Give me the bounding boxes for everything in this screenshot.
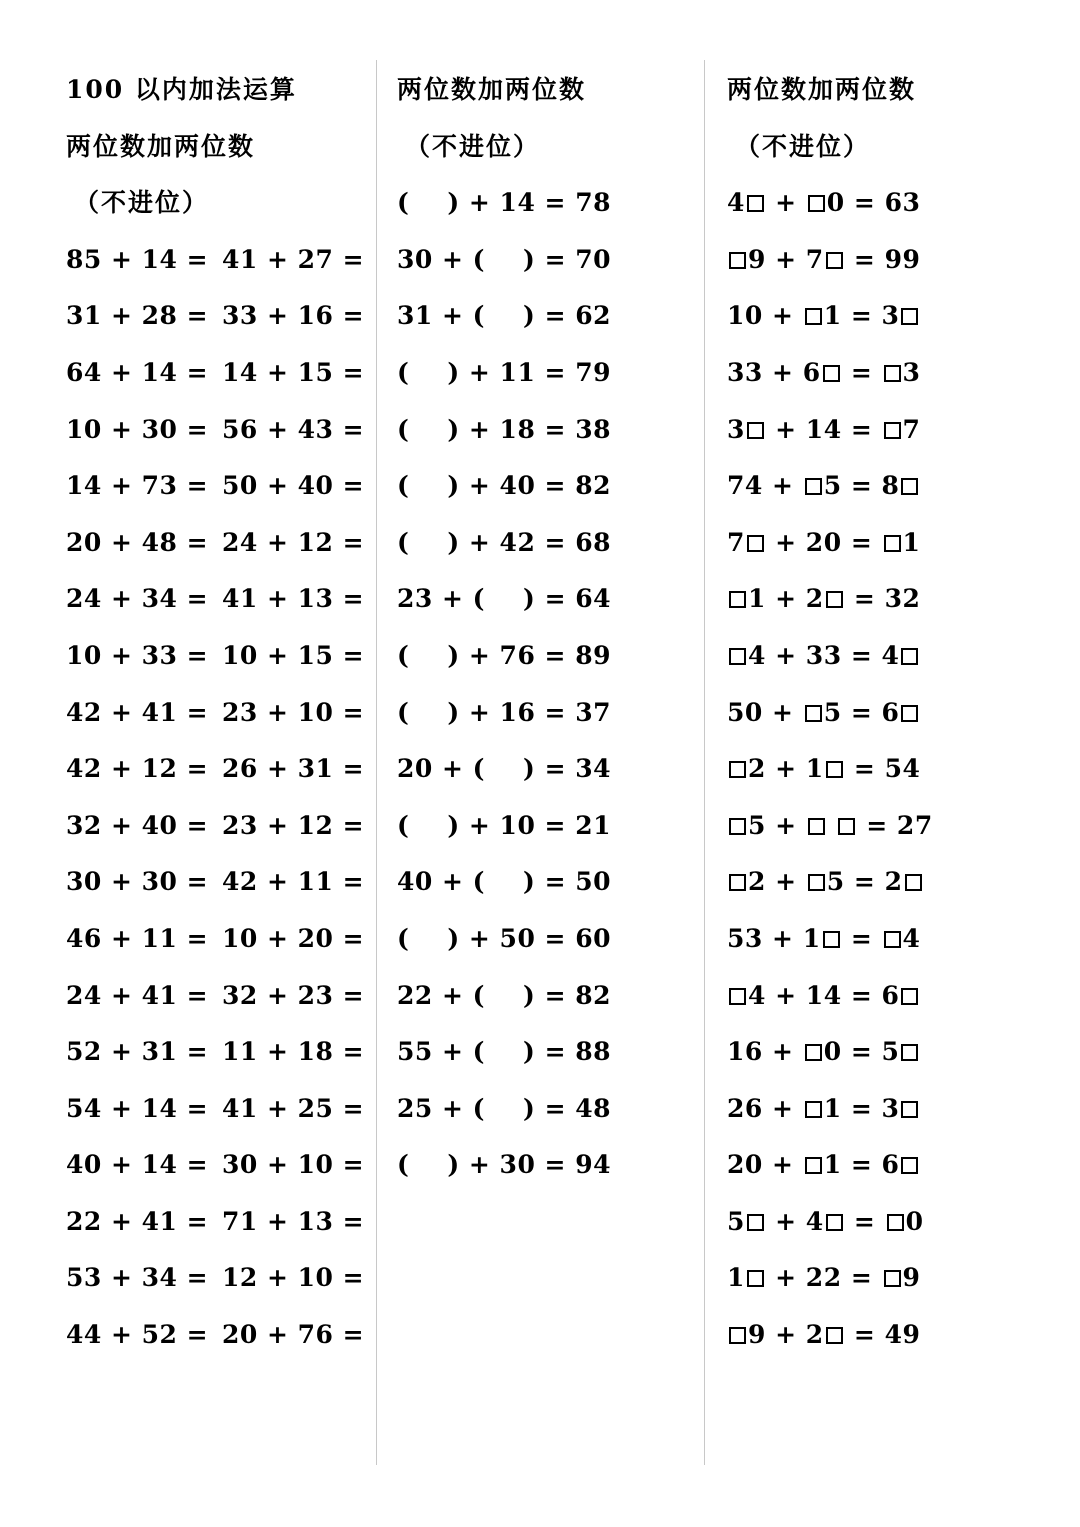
addition-problem: 10 + 30 = (66, 414, 209, 444)
paren-right: ) (447, 810, 460, 840)
addition-problem: 10 + 33 = (66, 640, 209, 670)
problem-prefix: 40 + (397, 867, 464, 897)
addition-problem: 46 + 11 = (66, 923, 209, 953)
problem-prefix: 31 + (397, 301, 464, 331)
answer-box[interactable] (747, 535, 764, 552)
answer-box[interactable] (884, 365, 901, 382)
addition-problem: 56 + 43 = (222, 414, 365, 444)
answer-box[interactable] (884, 1270, 901, 1287)
paren-right: ) (523, 867, 536, 897)
paren-left: ( (472, 980, 486, 1010)
answer-box[interactable] (823, 365, 840, 382)
fill-paren-problem (397, 626, 697, 683)
problem-prefix: 25 + (397, 1093, 464, 1123)
fill-paren-problem (397, 173, 697, 230)
addition-problem: 31 + 28 = (66, 301, 209, 331)
problem-row (66, 569, 366, 626)
answer-box[interactable] (887, 1214, 904, 1231)
answer-box[interactable] (901, 648, 918, 665)
fill-paren-problem (397, 286, 697, 343)
problem-suffix: + 16 = 37 (468, 697, 611, 727)
problem-suffix: = 50 (544, 867, 612, 897)
paren-left: ( (472, 1037, 486, 1067)
problem-row (66, 230, 366, 287)
problem-row (66, 796, 366, 853)
fill-paren-problem (397, 456, 697, 513)
addition-problem: 20 + 76 = (222, 1320, 365, 1350)
answer-box[interactable] (884, 535, 901, 552)
fill-box-problem: 74 + 5 = 8 (727, 456, 1035, 513)
problem-suffix: = 88 (544, 1037, 612, 1067)
problem-suffix: = 34 (544, 754, 612, 784)
answer-box[interactable] (805, 705, 822, 722)
addition-problem: 50 + 40 = (222, 471, 365, 501)
problem-row (66, 343, 366, 400)
paren-left: ( (397, 923, 410, 953)
answer-box[interactable] (826, 1327, 843, 1344)
addition-problem: 42 + 41 = (66, 697, 209, 727)
worksheet-title: 100 以内加法运算 (66, 75, 297, 104)
fill-box-problem: 53 + 1 = 4 (727, 923, 921, 953)
paren-right: ) (447, 471, 460, 501)
fill-box-problem: 2 + 1 = 54 (727, 739, 1035, 796)
problem-row (66, 1135, 366, 1192)
paren-right: ) (523, 1037, 536, 1067)
addition-problem: 52 + 31 = (66, 1037, 209, 1067)
section-subtitle: 两位数加两位数 (66, 131, 256, 161)
section-note: （不进位） (735, 131, 871, 161)
problem-suffix: + 30 = 94 (468, 1150, 611, 1180)
fill-box-problem: 5 + = 27 (727, 796, 1035, 853)
addition-problem: 42 + 11 = (222, 867, 365, 897)
answer-box[interactable] (808, 818, 825, 835)
addition-problem: 20 + 48 = (66, 527, 209, 557)
fill-paren-problem (397, 739, 697, 796)
paren-right: ) (447, 1150, 460, 1180)
fill-box-problem: 1 + 2 = 32 (727, 569, 1035, 626)
paren-left: ( (397, 640, 410, 670)
answer-box[interactable] (805, 308, 822, 325)
addition-problem: 32 + 23 = (222, 980, 365, 1010)
problem-row (66, 966, 366, 1023)
answer-box[interactable] (901, 478, 918, 495)
paren-left: ( (472, 867, 486, 897)
addition-problem: 41 + 27 = (222, 244, 365, 274)
paren-right: ) (523, 754, 536, 784)
addition-problem: 30 + 30 = (66, 867, 209, 897)
section-title: 两位数加两位数 (727, 75, 917, 104)
addition-problem: 85 + 14 = (66, 244, 209, 274)
answer-box[interactable] (805, 1044, 822, 1061)
section-title: 两位数加两位数 (397, 75, 587, 104)
answer-box[interactable] (805, 1157, 822, 1174)
paren-left: ( (397, 527, 410, 557)
addition-problem: 14 + 15 = (222, 357, 365, 387)
addition-problem: 24 + 41 = (66, 980, 209, 1010)
addition-problem: 44 + 52 = (66, 1320, 209, 1350)
fill-box-problem: 1 + 22 = 9 (727, 1263, 921, 1293)
paren-left: ( (472, 754, 486, 784)
paren-left: ( (397, 357, 410, 387)
addition-problem: 22 + 41 = (66, 1206, 209, 1236)
answer-box[interactable] (838, 818, 855, 835)
section-note: （不进位） (74, 188, 210, 218)
paren-left: ( (397, 1150, 410, 1180)
answer-box[interactable] (747, 1214, 764, 1231)
fill-box-problem: 3 + 14 = 7 (727, 414, 921, 444)
answer-box[interactable] (905, 874, 922, 891)
problem-suffix: + 11 = 79 (468, 357, 611, 387)
fill-box-problem: 4 + 33 = 4 (727, 626, 1035, 683)
problem-row (66, 909, 366, 966)
problem-row (66, 400, 366, 457)
paren-right: ) (447, 923, 460, 953)
answer-box[interactable] (826, 252, 843, 269)
answer-box[interactable] (826, 761, 843, 778)
addition-problem: 26 + 31 = (222, 754, 365, 784)
answer-box[interactable] (729, 761, 746, 778)
fill-box-problem: 10 + 1 = 3 (727, 286, 1035, 343)
paren-left: ( (472, 244, 486, 274)
problem-row (66, 1248, 366, 1305)
problem-prefix: 22 + (397, 980, 464, 1010)
problem-row (66, 683, 366, 740)
answer-box[interactable] (901, 1101, 918, 1118)
paren-left: ( (397, 471, 410, 501)
answer-box[interactable] (747, 422, 764, 439)
answer-box[interactable] (729, 818, 746, 835)
problem-suffix: + 76 = 89 (468, 640, 611, 670)
fill-paren-problem (397, 513, 697, 570)
problem-row (66, 513, 366, 570)
fill-paren-problem (397, 1079, 697, 1136)
fill-box-problem: 4 + 14 = 6 (727, 966, 1035, 1023)
addition-problem: 23 + 12 = (222, 810, 365, 840)
problem-suffix: = 62 (544, 301, 612, 331)
addition-problem: 33 + 16 = (222, 301, 365, 331)
paren-right: ) (447, 640, 460, 670)
problem-suffix: + 10 = 21 (468, 810, 611, 840)
fill-paren-problem (397, 796, 697, 853)
answer-box[interactable] (729, 252, 746, 269)
fill-box-problem: 5 + 4 = 0 (727, 1206, 924, 1236)
problem-row (66, 1192, 366, 1249)
addition-problem: 24 + 12 = (222, 527, 365, 557)
fill-box-problem: 26 + 1 = 3 (727, 1079, 1035, 1136)
problem-row (66, 739, 366, 796)
answer-box[interactable] (884, 931, 901, 948)
fill-box-problem: 9 + 7 = 99 (727, 230, 1035, 287)
fill-box-problem: 7 + 20 = 1 (727, 527, 921, 557)
answer-box[interactable] (823, 931, 840, 948)
problem-row (66, 1305, 366, 1362)
paren-right: ) (447, 357, 460, 387)
addition-problem: 10 + 20 = (222, 923, 365, 953)
problem-suffix: + 14 = 78 (468, 188, 611, 218)
problem-suffix: + 42 = 68 (468, 527, 611, 557)
fill-paren-problem (397, 966, 697, 1023)
paren-right: ) (447, 527, 460, 557)
paren-right: ) (523, 584, 536, 614)
answer-box[interactable] (729, 648, 746, 665)
addition-problem: 24 + 34 = (66, 584, 209, 614)
problem-row (66, 852, 366, 909)
addition-problem: 23 + 10 = (222, 697, 365, 727)
paren-left: ( (472, 584, 486, 614)
paren-left: ( (397, 414, 410, 444)
problem-row (66, 286, 366, 343)
fill-box-problem: 2 + 5 = 2 (727, 852, 1035, 909)
paren-right: ) (447, 188, 460, 218)
problem-suffix: = 64 (544, 584, 612, 614)
answer-box[interactable] (808, 874, 825, 891)
fill-paren-problem (397, 909, 697, 966)
problem-prefix: 23 + (397, 584, 464, 614)
fill-box-problem: 20 + 1 = 6 (727, 1135, 1035, 1192)
problem-suffix: = 48 (544, 1093, 612, 1123)
fill-box-problem: 50 + 5 = 6 (727, 683, 1035, 740)
answer-box[interactable] (826, 591, 843, 608)
addition-problem: 54 + 14 = (66, 1093, 209, 1123)
problem-suffix: + 40 = 82 (468, 471, 611, 501)
answer-box[interactable] (901, 1157, 918, 1174)
answer-box[interactable] (805, 1101, 822, 1118)
paren-left: ( (397, 697, 410, 727)
problem-row (66, 456, 366, 513)
addition-problem: 10 + 15 = (222, 640, 365, 670)
addition-problem: 30 + 10 = (222, 1150, 365, 1180)
answer-box[interactable] (901, 308, 918, 325)
problem-suffix: + 18 = 38 (468, 414, 611, 444)
fill-box-problem: 33 + 6 = 3 (727, 357, 921, 387)
addition-problem: 53 + 34 = (66, 1263, 209, 1293)
answer-box[interactable] (729, 591, 746, 608)
paren-right: ) (523, 301, 536, 331)
answer-box[interactable] (901, 1044, 918, 1061)
section-note: （不进位） (405, 131, 541, 161)
problem-suffix: = 82 (544, 980, 612, 1010)
answer-box[interactable] (884, 422, 901, 439)
answer-box[interactable] (808, 195, 825, 212)
answer-box[interactable] (901, 988, 918, 1005)
paren-left: ( (472, 1093, 486, 1123)
problem-row (66, 1022, 366, 1079)
answer-box[interactable] (729, 874, 746, 891)
fill-paren-problem (397, 1135, 697, 1192)
fill-paren-problem (397, 1022, 697, 1079)
paren-right: ) (447, 697, 460, 727)
fill-paren-problem (397, 230, 697, 287)
answer-box[interactable] (747, 195, 764, 212)
addition-problem: 42 + 12 = (66, 754, 209, 784)
answer-box[interactable] (901, 705, 918, 722)
fill-paren-problem (397, 569, 697, 626)
problem-row (66, 626, 366, 683)
fill-paren-problem (397, 400, 697, 457)
paren-right: ) (447, 414, 460, 444)
column-3 (704, 60, 1035, 1465)
addition-problem: 71 + 13 = (222, 1206, 365, 1236)
problem-row (66, 1079, 366, 1136)
addition-problem: 41 + 13 = (222, 584, 365, 614)
problem-prefix: 20 + (397, 754, 464, 784)
addition-problem: 11 + 18 = (222, 1037, 365, 1067)
paren-left: ( (397, 188, 410, 218)
fill-paren-problem (397, 852, 697, 909)
problem-prefix: 55 + (397, 1037, 464, 1067)
answer-box[interactable] (805, 478, 822, 495)
paren-right: ) (523, 980, 536, 1010)
problem-suffix: = 70 (544, 244, 612, 274)
addition-problem: 32 + 40 = (66, 810, 209, 840)
answer-box[interactable] (747, 1270, 764, 1287)
answer-box[interactable] (729, 1327, 746, 1344)
paren-left: ( (397, 810, 410, 840)
addition-problem: 14 + 73 = (66, 471, 209, 501)
addition-problem: 41 + 25 = (222, 1093, 365, 1123)
fill-paren-problem (397, 343, 697, 400)
fill-box-problem: 16 + 0 = 5 (727, 1022, 1035, 1079)
addition-problem: 40 + 14 = (66, 1150, 209, 1180)
fill-paren-problem (397, 683, 697, 740)
answer-box[interactable] (729, 988, 746, 1005)
column-1 (66, 60, 366, 1465)
column-2 (376, 60, 697, 1465)
problem-prefix: 30 + (397, 244, 464, 274)
paren-left: ( (472, 301, 486, 331)
paren-right: ) (523, 244, 536, 274)
problem-suffix: + 50 = 60 (468, 923, 611, 953)
paren-right: ) (523, 1093, 536, 1123)
addition-problem: 12 + 10 = (222, 1263, 365, 1293)
addition-problem: 64 + 14 = (66, 357, 209, 387)
answer-box[interactable] (826, 1214, 843, 1231)
fill-box-problem: 9 + 2 = 49 (727, 1305, 1035, 1362)
fill-box-problem: 4 + 0 = 63 (727, 188, 921, 218)
